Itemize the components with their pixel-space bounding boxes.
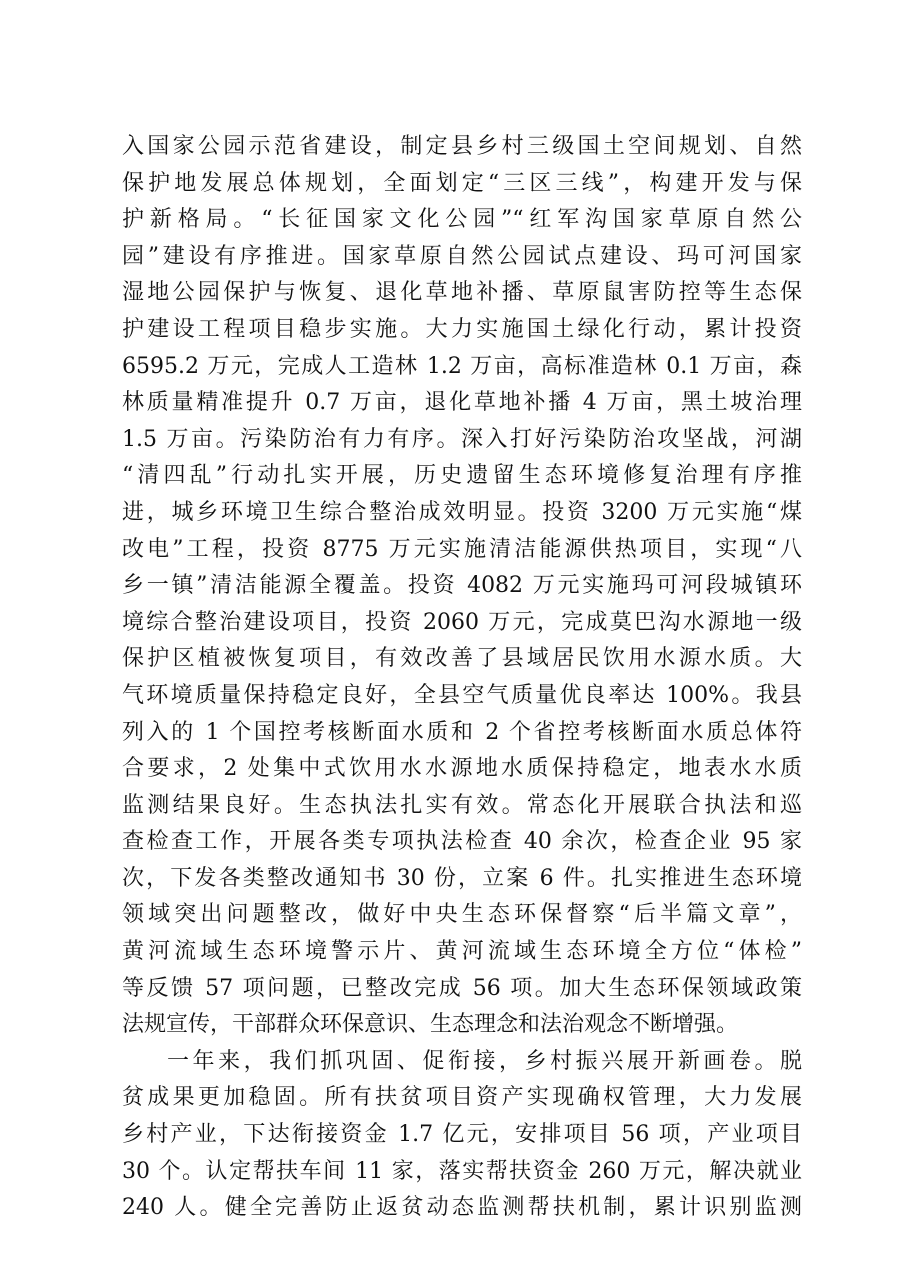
text-line: 监测结果良好。生态执法扎实有效。常态化开展联合执法和巡 — [122, 792, 802, 818]
text-line: 1.5 万亩。污染防治有力有序。深入打好污染防治攻坚战，河湖 — [122, 426, 802, 452]
text-line: 保护地发展总体规划，全面划定“三区三线”，构建开发与保 — [122, 170, 802, 196]
text-line: 乡村产业，下达衔接资金 1.7 亿元，安排项目 56 项，产业项目 — [122, 1122, 802, 1148]
text-line: 护新格局。“长征国家文化公园”“红军沟国家草原自然公 — [122, 207, 802, 233]
text-line: 等反馈 57 项问题，已整改完成 56 项。加大生态环保领域政策 — [122, 975, 802, 1001]
text-line: 改电”工程，投资 8775 万元实施清洁能源供热项目，实现“八 — [122, 536, 802, 562]
text-line: 240 人。健全完善防止返贫动态监测帮扶机制，累计识别监测 — [122, 1195, 802, 1221]
text-line: 气环境质量保持稳定良好，全县空气质量优良率达 100%。我县 — [122, 682, 802, 708]
text-line: 贫成果更加稳固。所有扶贫项目资产实现确权管理，大力发展 — [122, 1085, 802, 1111]
text-line: 列入的 1 个国控考核断面水质和 2 个省控考核断面水质总体符 — [122, 719, 802, 745]
text-line: “清四乱”行动扎实开展，历史遗留生态环境修复治理有序推 — [122, 463, 802, 489]
text-line: 保护区植被恢复项目，有效改善了县域居民饮用水源水质。大 — [122, 646, 802, 672]
text-line: 境综合整治建设项目，投资 2060 万元，完成莫巴沟水源地一级 — [122, 609, 802, 635]
text-line: 入国家公园示范省建设，制定县乡村三级国土空间规划、自然 — [122, 134, 802, 159]
text-line: 领域突出问题整改，做好中央生态环保督察“后半篇文章”， — [122, 902, 802, 928]
text-line: 查检查工作，开展各类专项执法检查 40 余次，检查企业 95 家 — [122, 829, 802, 855]
text-line: 次，下发各类整改通知书 30 份，立案 6 件。扎实推进生态环境 — [122, 865, 802, 891]
text-line: 园”建设有序推进。国家草原自然公园试点建设、玛可河国家 — [122, 243, 802, 269]
text-line: 法规宣传，干部群众环保意识、生态理念和法治观念不断增强。 — [122, 1012, 739, 1038]
text-line: 合要求，2 处集中式饮用水水源地水质保持稳定，地表水水质 — [122, 756, 802, 782]
text-line: 护建设工程项目稳步实施。大力实施国土绿化行动，累计投资 — [122, 316, 802, 342]
body-text — [122, 129, 802, 1227]
text-line-indented: 一年来，我们抓巩固、促衔接，乡村振兴展开新画卷。脱 — [167, 1048, 802, 1074]
text-line: 黄河流域生态环境警示片、黄河流域生态环境全方位“体检” — [122, 939, 802, 965]
text-line: 30 个。认定帮扶车间 11 家，落实帮扶资金 260 万元，解决就业 — [122, 1158, 802, 1184]
text-line: 林质量精准提升 0.7 万亩，退化草地补播 4 万亩，黑土坡治理 — [122, 390, 802, 416]
text-line: 乡一镇”清洁能源全覆盖。投资 4082 万元实施玛可河段城镇环 — [122, 573, 802, 599]
text-line: 湿地公园保护与恢复、退化草地补播、草原鼠害防控等生态保 — [122, 280, 802, 306]
text-line: 6595.2 万元，完成人工造林 1.2 万亩，高标准造林 0.1 万亩，森 — [122, 353, 802, 379]
text-line: 进，城乡环境卫生综合整治成效明显。投资 3200 万元实施“煤 — [122, 499, 802, 525]
